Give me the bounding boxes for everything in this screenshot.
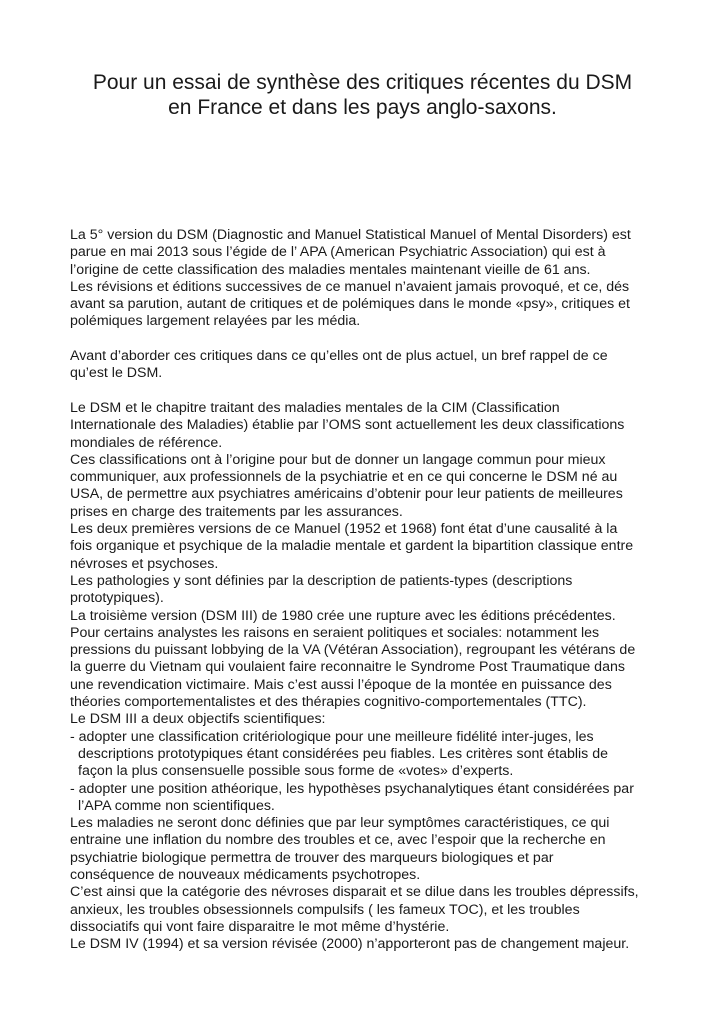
text-line: qu’est le DSM. — [70, 365, 163, 382]
text-line: névroses et psychoses. — [70, 555, 219, 572]
text-line: théories comportementalistes et des thérapies cognitivo-comportementales (TTC). — [70, 694, 587, 711]
text-line: USA, de permettre aux psychiatres américains d’obtenir pour leur patients de meilleures — [70, 486, 623, 503]
text-line: Les maladies ne seront donc définies que par leur symptômes caractéristiques, ce qui — [70, 815, 610, 832]
list-item-line: - adopter une position athéorique, les hypothèses psychanalytiques étant considérées par — [70, 780, 634, 797]
text-line: une revendication victimaire. Mais c’est aussi l’époque de la montée en puissance des — [70, 676, 612, 693]
text-line: Ces classifications ont à l’origine pour but de donner un langage commun pour mieux — [70, 451, 606, 468]
text-line: Internationale des Maladies) établie par l’OMS sont actuellement les deux classifications — [70, 417, 625, 434]
paragraph-rappel — [70, 348, 710, 383]
text-line: Les pathologies y sont définies par la description de patients-types (descriptions — [70, 572, 573, 589]
text-line: entraine une inflation du nombre des troubles et ce, avec l’espoir que la recherche en — [70, 832, 606, 849]
list-item-line: - adopter une classification critériologique pour une meilleure fidélité inter-juges, les — [70, 728, 594, 745]
list-item-line: l’APA comme non scientifiques. — [78, 797, 275, 814]
text-line: Les révisions et éditions successives de ce manuel n’avaient jamais provoqué, et ce, dés — [70, 278, 630, 295]
text-line: Les deux premières versions de ce Manuel (1952 et 1968) font état d’une causalité à la — [70, 521, 618, 538]
text-line: La troisième version (DSM III) de 1980 crée une rupture avec les éditions précédentes. — [70, 607, 616, 624]
text-line: psychiatrie biologique permettra de trouver des marqueurs biologiques et par — [70, 849, 554, 866]
text-line: la guerre du Vietnam qui voulaient faire reconnaitre le Syndrome Post Traumatique dans — [70, 659, 625, 676]
text-line: l’origine de cette classification des maladies mentales maintenant vieille de 61 ans. — [70, 261, 591, 278]
text-line: conséquence de nouveaux médicaments psychotropes. — [70, 866, 421, 883]
text-line: mondiales de référence. — [70, 434, 223, 451]
text-line: Le DSM III a deux objectifs scientifiques: — [70, 711, 326, 728]
text-line: pressions du puissant lobbying de la VA (Vétéran Association), regroupant les vétérans de — [70, 642, 636, 659]
text-line: Avant d’aborder ces critiques dans ce qu’elles ont de plus actuel, un bref rappel de ce — [70, 348, 608, 365]
list-item-line: façon la plus consensuelle possible sous forme de «votes» d’experts. — [78, 763, 514, 780]
title-line-2: en France et dans les pays anglo-saxons. — [168, 96, 557, 119]
text-line: prototypiques). — [70, 590, 164, 607]
text-line: Le DSM IV (1994) et sa version révisée (2000) n’apporteront pas de changement majeur. — [70, 936, 630, 953]
text-line: communiquer, aux professionnels de la psychiatrie et en ce qui concerne le DSM né au — [70, 469, 618, 486]
paragraph-spacer — [70, 331, 710, 348]
document-body — [70, 227, 710, 953]
list-item-line: descriptions prototypiques étant considérées peu fiables. Les critères sont établis de — [78, 745, 608, 762]
document-title — [40, 70, 685, 120]
text-line: anxieux, les troubles obsessionnels compulsifs ( les fameux TOC), et les troubles — [70, 901, 580, 918]
paragraph-history — [70, 400, 710, 954]
text-line: fois organique et psychique de la maladie mentale et gardent la bipartition classique entre — [70, 538, 634, 555]
text-line: Le DSM et le chapitre traitant des maladies mentales de la CIM (Classification — [70, 399, 560, 416]
paragraph-spacer — [70, 383, 710, 400]
paragraph-intro — [70, 227, 710, 331]
text-line: C’est ainsi que la catégorie des névroses disparait et se dilue dans les troubles dépressifs, — [70, 884, 639, 901]
text-line: dissociatifs qui vont faire disparaitre le mot même d’hystérie. — [70, 918, 450, 935]
text-line: prises en charge des traitements par les assurances. — [70, 503, 403, 520]
text-line: parue en mai 2013 sous l’égide de l’ APA (American Psychiatric Association) qui est à — [70, 244, 606, 261]
text-line: Pour certains analystes les raisons en seraient politiques et sociales: notamment les — [70, 624, 600, 641]
text-line: avant sa parution, autant de critiques et de polémiques dans le monde «psy», critiques et — [70, 296, 630, 313]
text-line: polémiques largement relayées par les média. — [70, 313, 361, 330]
text-line: La 5° version du DSM (Diagnostic and Manuel Statistical Manuel of Mental Disorders) est — [70, 227, 631, 243]
title-line-1: Pour un essai de synthèse des critiques récentes du DSM — [92, 71, 633, 94]
